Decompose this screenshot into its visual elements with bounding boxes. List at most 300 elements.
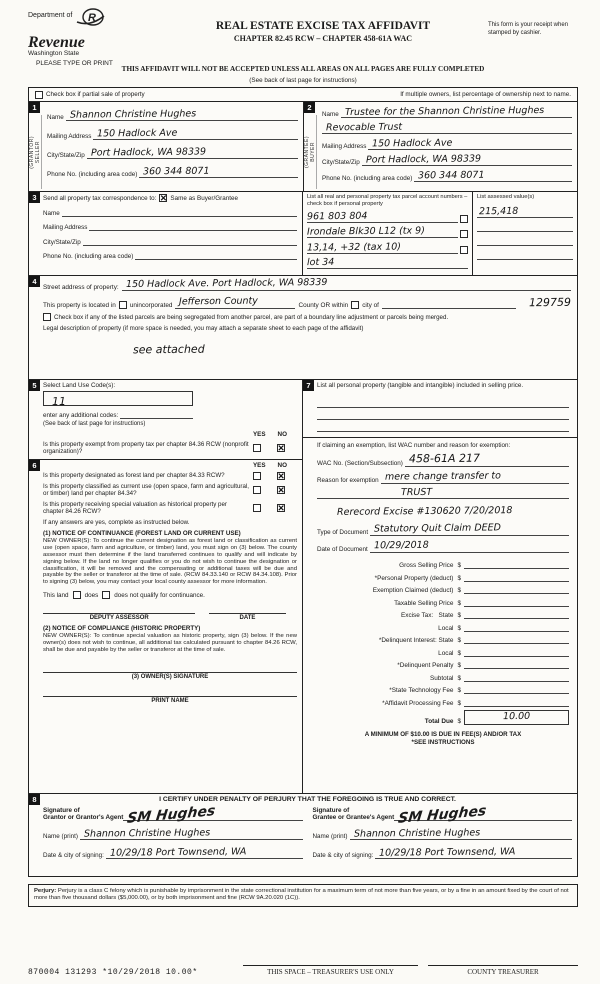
same-as-buyer-checkbox[interactable] [159,194,167,202]
sec6-yes-no-header [43,462,297,469]
assessed-value-input-2[interactable] [477,221,573,232]
buyer-address-label: Mailing Address [322,143,367,150]
grantor-signature-input[interactable] [123,803,302,828]
print-name-line[interactable]: PRINT NAME [43,696,297,704]
grantor-name-field [43,827,303,840]
street-address-line [43,276,571,291]
parcel-3-input[interactable] [307,241,458,254]
partial-sale-checkbox[interactable] [35,91,43,99]
dollar-1: $ [457,574,461,582]
exempt-no-checkbox[interactable] [277,444,285,452]
total-due-row [317,710,569,725]
right-column [303,380,577,793]
wac-field [317,451,569,468]
personal-property-input-3[interactable] [317,420,569,432]
owners-signature-row [43,672,297,680]
assessed-values-header: List assessed value(s) [476,194,535,200]
buyer-address-value: 150 Hadlock Ave [372,137,453,150]
section-2-badge: 2 [304,102,315,113]
city-of-input[interactable] [382,299,516,309]
correspondence-phone-field [43,250,297,260]
current-use-yes-checkbox[interactable] [253,486,261,494]
svg-text:R: R [88,12,97,24]
section-4-badge: 4 [29,276,40,287]
seller-city-value: Port Hadlock, WA 98339 [90,146,206,159]
fee-row-0 [317,560,569,569]
assessed-value-input-3[interactable] [477,235,573,246]
send-correspondence-label: Send all property tax correspondence to: [43,194,157,202]
doc-date-label: Date of Document [317,546,368,554]
fee-row-2 [317,585,569,594]
land-use-code-value: 11 [51,394,67,409]
buyer-address-field [322,137,572,150]
segregated-line [43,313,571,321]
sec5-no-label: NO [277,431,287,438]
grantee-signature-label [313,807,395,821]
reason-input-2[interactable] [317,486,569,499]
grantor-date-label: Date & city of signing: [43,852,104,860]
buyer-city-input[interactable] [362,153,572,166]
seller-phone-value: 360 344 8071 [143,165,210,178]
grantor-date-value: 10/29/18 Port Townsend, WA [109,846,247,860]
forest-land-question-row [43,472,297,480]
buyer-name-value2: Revocable Trust [325,121,403,134]
grantor-signature-label-1: Signature of [43,807,80,814]
parties-row [29,102,577,192]
seller-name-field [47,108,298,121]
grantee-signature-field [312,803,573,828]
doc-date-input[interactable] [370,541,569,553]
dollar-8: $ [457,662,461,670]
buyer-address-input[interactable] [368,137,572,150]
parcel-line-3 [307,241,468,254]
fee-label-1: *Personal Property (deduct) [374,574,454,582]
fee-row-7 [317,648,569,657]
owners-signature-line[interactable]: (3) OWNER(S) SIGNATURE [43,672,297,680]
dollar-6: $ [457,637,461,645]
parcel-1-personal-checkbox[interactable] [460,215,468,223]
fee-label-0: Gross Selling Price [399,562,454,570]
street-address-label: Street address of property: [43,284,119,291]
reason-input[interactable] [381,472,569,484]
total-due-label: Total Due [424,718,454,726]
form-subtitle: CHAPTER 82.45 RCW – CHAPTER 458-61A WAC [233,34,413,43]
grantor-name-print-label: Name (print) [43,833,78,841]
type-or-print-label: PLEASE TYPE OR PRINT [36,60,113,67]
fee-label-10: *State Technology Fee [389,687,454,695]
grantor-signature-label [43,807,123,821]
correspondence-name-input[interactable] [62,207,297,217]
buyer-phone-input[interactable] [414,169,572,182]
street-address-input[interactable] [122,276,571,291]
if-yes-note: If any answers are yes, complete as instructed below. [43,518,190,526]
seller-name-label: Name [47,114,64,121]
fee-input-6[interactable] [464,635,569,644]
dollar-2: $ [457,587,461,595]
section-8-badge: 8 [29,794,40,805]
two-column-row [29,380,577,794]
section-3-row [29,192,577,276]
buyer-name-input[interactable] [341,105,572,118]
notice-2-body: NEW OWNER(S): To continue special valuation as historic property, sign (3) below. If the new owner(s) does not wish to continue, all additional tax calculated pursuant to chapter 84.26 RCW, shall be due and payable by the seller or transferor at the time of sale. [43,633,297,654]
assessed-value-1: 215,418 [478,205,519,217]
seller-address-label: Mailing Address [47,133,92,140]
fee-label-5: Local [438,624,454,632]
historic-question: Is this property receiving special valuation as historical property per chapter 84.26 RCW? [43,500,227,516]
grantor-signature-field [43,803,303,828]
legal-description-value: see attached [132,342,205,357]
current-use-question: Is this property classified as current use (open space, farm and agricultural, or timber) land per chapter 84.34? [43,482,250,498]
grantor-name-value: Shannon Christine Hughes [83,827,211,841]
fee-label-11: *Affidavit Processing Fee [382,699,454,707]
buyer-side-label [304,115,317,189]
fee-row-5 [317,623,569,632]
fee-input-7[interactable] [464,648,569,657]
seller-phone-label: Phone No. (including area code) [47,171,138,178]
land-use-label: Select Land Use Code(s): [43,382,116,389]
grantor-date-input[interactable] [106,846,303,859]
fee-row-1 [317,573,569,582]
fee-label-2: Exemption Claimed (deduct) [372,587,454,595]
land-does-checkbox[interactable] [73,591,81,599]
grantee-name-input[interactable] [350,827,573,840]
reason-field [317,472,569,484]
unincorporated-checkbox[interactable] [119,301,127,309]
buyer-city-label: City/State/Zip [322,159,360,166]
legal-description-label: Legal description of property (if more space is needed, you may attach a separate sheet to each page of the affidavit) [43,325,364,332]
buyer-side-label-2: (GRANTEE) [304,136,310,168]
logo-dept-text: Department of [28,12,73,19]
print-name-row [43,696,297,704]
send-correspondence-line [43,194,297,202]
unincorporated-label: unincorporated [129,302,173,309]
fee-input-8[interactable] [464,660,569,669]
sec5-yes-label: YES [252,431,266,438]
treasurer-space-label: THIS SPACE – TREASURER'S USE ONLY [243,965,418,976]
current-use-question-row [43,483,297,498]
exempt-yes-checkbox[interactable] [253,444,261,452]
multiple-owners-note: If multiple owners, list percentage of ownership next to name. [400,91,571,98]
fee-input-5[interactable] [464,623,569,632]
county-input[interactable] [175,297,295,309]
deputy-date-line[interactable]: DATE [209,613,285,621]
assessed-value-input-1[interactable] [477,204,573,218]
minimum-fee-note: A MINIMUM OF $10.00 IS DUE IN FEE(S) AND/OR TAX [364,731,522,739]
footer [28,965,578,977]
fee-label-4: Excise Tax: State [400,612,454,620]
fee-row-11 [317,698,569,707]
grantor-date-field [43,846,303,859]
correspondence-phone-label: Phone No. (including area code) [43,253,134,260]
assessed-value-input-4[interactable] [477,249,573,260]
fee-input-3[interactable] [464,598,569,607]
fee-input-11[interactable] [464,698,569,707]
perjury-lead: Perjury: [34,888,57,894]
receipt-note: This form is your receipt when stamped by cashier. [488,22,569,36]
correspondence-name-label: Name [43,209,60,217]
sec5-see-back: (See back of last page for instructions) [43,421,146,427]
dollar-5: $ [457,624,461,632]
correspondence-city-field [43,236,297,246]
doc-type-input[interactable] [370,524,569,536]
historic-answers [253,504,297,512]
section-5-land-use [29,380,302,460]
legal-description-line [43,325,571,332]
located-in-label: This property is located in [43,302,116,309]
reason-value: mere change transfer to [384,470,501,483]
seller-phone-input[interactable] [139,165,298,178]
county-or-within-label: County OR within [298,302,349,309]
deputy-assessor-row [43,613,297,621]
reason-value-2: TRUST [400,486,433,499]
seller-name-value: Shannon Christine Hughes [69,108,197,121]
historic-yes-checkbox[interactable] [253,504,261,512]
buyer-name2-field [322,121,572,134]
wac-input[interactable] [405,451,569,467]
personal-property-label: List all personal property (tangible and intangible) included in selling price. [317,382,524,389]
grantee-signature-value: SM Hughes [397,803,488,828]
seller-address-field [47,127,298,140]
fee-input-10[interactable] [464,685,569,694]
rerecord-note: Rerecord Excise #130620 7/20/2018 [336,505,513,519]
parcel-3-personal-checkbox[interactable] [460,246,468,254]
seller-side-label-2: (GRANTOR) [29,135,35,169]
wac-value: 458-61A 217 [408,451,480,466]
partial-sale-label: Check box if partial sale of property [46,91,145,98]
grantor-signature-value: SM Hughes [126,803,217,828]
notice-1-body: NEW OWNER(S): To continue the current designation as forest land or classification as current use (open space, farm and agriculture, or timber) land, you must sign on (3) below. The county assessor must then determine if the land transferred continues to qualify and will indicate by signing below. If the land no longer qualifies or you do not wish to continue the designation or classification, it will be removed and the compensating or additional taxes will be due and payable by the seller or transferor at the time of sale. (RCW 84.33.140 or RCW 84.34.108). Prior to signing (3) below, you may contact your local county assessor for more information. [43,537,297,586]
left-column [29,380,303,793]
dollar-3: $ [457,599,461,607]
seller-side-label-1: SELLER [35,140,41,164]
revenue-logo [28,8,158,57]
grantee-date-label: Date & city of signing: [312,852,374,860]
buyer-phone-value: 360 344 8071 [418,169,485,182]
same-as-buyer-label: Same as Buyer/Grantee [170,194,238,202]
street-address-value: 150 Hadlock Ave. Port Hadlock, WA 98339 [125,276,328,291]
current-use-answers [253,486,297,494]
parcel-line-1 [307,210,468,223]
perjury-notice [28,884,578,907]
forest-land-answers [253,472,297,480]
forest-no-checkbox[interactable] [277,472,285,480]
fee-label-6: *Delinquent Interest: State [378,637,454,645]
personal-property-input-1[interactable] [317,396,569,408]
correspondence-name-field [43,207,297,217]
seller-city-field [47,146,298,159]
grantee-signature-label-1: Signature of [312,807,350,814]
partial-sale-option[interactable] [35,91,145,99]
seller-phone-field [47,165,298,178]
correspondence-city-input[interactable] [83,236,297,246]
section-6-badge: 6 [29,460,40,471]
section-3-badge: 3 [29,192,40,203]
additional-codes-input[interactable] [120,409,193,419]
dollar-0: $ [457,562,461,570]
see-back-note: (See back of last page for instructions) [249,77,357,84]
does-label: does [84,591,99,599]
logo-revenue-text: Revenue [28,34,85,51]
exempt-question-row [43,441,297,456]
reference-number: 129759 [528,295,572,310]
historic-no-checkbox[interactable] [277,504,285,512]
dollar-4: $ [457,612,461,620]
grantee-name-print-label: Name (print) [312,833,348,841]
city-of-checkbox[interactable] [351,301,359,309]
parcel-1-input[interactable] [307,210,458,223]
buyer-name2-input[interactable] [322,121,572,134]
perjury-text: Perjury is a class C felony which is punishable by imprisonment in the state correctional institution for a maximum term of not more than five years, or by a fine in an amount fixed by the court of not more than five thousand dollars ($5,000.00), or by both imprisonment and fine (RCW 9A.20.020 (1C)). [34,888,569,902]
grantee-date-input[interactable] [375,846,572,859]
seller-name-input[interactable] [66,108,298,121]
deputy-assessor-signature-line[interactable]: DEPUTY ASSESSOR [43,613,195,621]
fee-row-3 [317,598,569,607]
signature-blocks [43,805,572,859]
parcel-2-input[interactable] [307,225,458,238]
grantee-signature-label-2: Grantee or Grantee's Agent [312,814,395,822]
seller-city-label: City/State/Zip [47,152,85,159]
parcel-numbers-section [303,192,473,275]
cashier-stamp: 870004 131293 *10/29/2018 10.00* [28,968,198,977]
seller-section [29,102,303,191]
exempt-answer-boxes [253,444,297,452]
correspondence-address-input[interactable] [89,221,297,231]
dollar-11: $ [457,699,461,707]
fee-input-4[interactable] [464,610,569,619]
buyer-name-value: Trustee for the Shannon Christine Hughes [344,104,545,119]
see-instructions-note: *SEE INSTRUCTIONS [411,739,475,747]
section-8-certification [29,794,577,876]
dollar-7: $ [457,649,461,657]
dollar-9: $ [457,674,461,682]
revenue-emblem-icon [75,8,105,35]
section-7-tax [303,380,577,793]
assessed-values-section [473,192,577,275]
county-value: Jefferson County [179,295,259,308]
total-due-input[interactable] [464,710,569,725]
personal-property-input-2[interactable] [317,408,569,420]
seller-address-input[interactable] [93,127,298,140]
historic-question-row [43,501,297,516]
land-use-code-input[interactable] [43,391,193,409]
sec7-divider [303,437,577,438]
tax-correspondence-section [29,192,303,275]
segregated-label: Check box if any of the listed parcels are being segregated from another parcel, are part of a boundary line adjustment or parcels being merged. [54,313,449,321]
doc-type-value: Statutory Quit Claim DEED [374,522,502,535]
header [28,8,578,57]
form-title: REAL ESTATE EXCISE TAX AFFIDAVIT [215,20,431,32]
doc-type-field [317,524,569,536]
doc-date-value: 10/29/2018 [373,539,429,552]
rerecord-note-area [317,501,569,519]
fee-input-2[interactable] [464,585,569,594]
parcel-2-value: Irondale Blk30 L12 (tx 9) [306,225,425,238]
parcel-line-4 [307,256,468,269]
correspondence-address-label: Mailing Address [43,224,88,231]
certify-statement: I CERTIFY UNDER PENALTY OF PERJURY THAT THE FOREGOING IS TRUE AND CORRECT. [159,796,456,803]
logo-state-text: Washington State [28,50,80,57]
parcel-4-value: lot 34 [306,256,335,269]
parcel-4-input[interactable] [307,256,468,269]
additional-codes-label: enter any additional codes: [43,412,119,419]
exempt-question: Is this property exempt from property tax per chapter 84.36 RCW (nonprofit organization)? [43,441,249,456]
sec6-no-label: NO [277,461,287,469]
grantee-signature-input[interactable] [394,803,572,828]
does-not-label: does not qualify for continuance. [114,591,205,599]
fee-input-9[interactable] [464,673,569,682]
grantee-date-field [313,846,573,859]
title-block [158,8,488,57]
location-line [43,296,571,309]
buyer-name-field [322,105,572,118]
exemption-header: If claiming an exemption, list WAC number and reason for exemption: [317,441,511,449]
fee-row-8 [317,660,569,669]
acceptance-warning: THIS AFFIDAVIT WILL NOT BE ACCEPTED UNLESS ALL AREAS ON ALL PAGES ARE FULLY COMPLETED [121,65,485,73]
fee-input-0[interactable] [464,560,569,569]
dollar-10: $ [457,687,461,695]
parcel-2-personal-checkbox[interactable] [460,230,468,238]
notice-1-title: (1) NOTICE OF CONTINUANCE (FOREST LAND OR CURRENT USE) [43,529,241,537]
grantee-name-field [313,827,573,840]
fee-input-1[interactable] [464,573,569,582]
land-does-not-checkbox[interactable] [102,591,110,599]
parcel-1-value: 961 803 804 [306,210,368,222]
fee-row-4 [317,610,569,619]
fee-row-6 [317,635,569,644]
buyer-city-value: Port Hadlock, WA 98339 [365,153,481,166]
doc-date-field [317,541,569,553]
current-use-no-checkbox[interactable] [277,486,285,494]
grantor-name-input[interactable] [80,827,303,840]
grantee-date-value: 10/29/18 Port Townsend, WA [379,846,516,860]
warning-row [28,58,578,76]
fee-row-10 [317,685,569,694]
buyer-city-field [322,153,572,166]
county-treasurer-label: COUNTY TREASURER [428,965,578,976]
legal-description-area[interactable] [133,340,571,358]
correspondence-phone-input[interactable] [135,250,297,260]
parcel-line-2 [307,225,468,238]
reason-label: Reason for exemption [317,477,379,485]
doc-type-label: Type of Document [317,529,369,537]
additional-codes-field [43,409,193,419]
fee-row-9 [317,673,569,682]
section-4-property [29,276,577,380]
parcel-numbers-header: List all real and personal property tax parcel account numbers – check box if personal property [307,194,468,207]
seller-city-input[interactable] [87,146,298,159]
qualify-line [43,591,297,599]
grantee-name-value: Shannon Christine Hughes [353,827,480,841]
seller-side-label [29,115,42,189]
fee-label-3: Taxable Selling Price [394,599,454,607]
section-5-badge: 5 [29,380,40,391]
this-land-label: This land [43,591,69,599]
dollar-12: $ [457,718,461,726]
fee-label-7: Local [438,649,454,657]
buyer-section [303,102,577,191]
section-7-badge: 7 [303,380,314,391]
parcel-3-value: 13,14, +32 (tax 10) [306,241,402,254]
total-due-value: 10.00 [502,710,531,723]
grantor-signature-label-2: Grantor or Grantor's Agent [43,814,124,822]
forest-yes-checkbox[interactable] [253,472,261,480]
forest-land-question: Is this property designated as forest land per chapter 84.33 RCW? [43,472,225,480]
segregated-checkbox[interactable] [43,313,51,321]
section-6-designations [29,460,302,793]
sec5-yes-no-header [43,431,297,438]
fee-label-9: Subtotal [429,674,454,682]
correspondence-city-label: City/State/Zip [43,238,81,246]
